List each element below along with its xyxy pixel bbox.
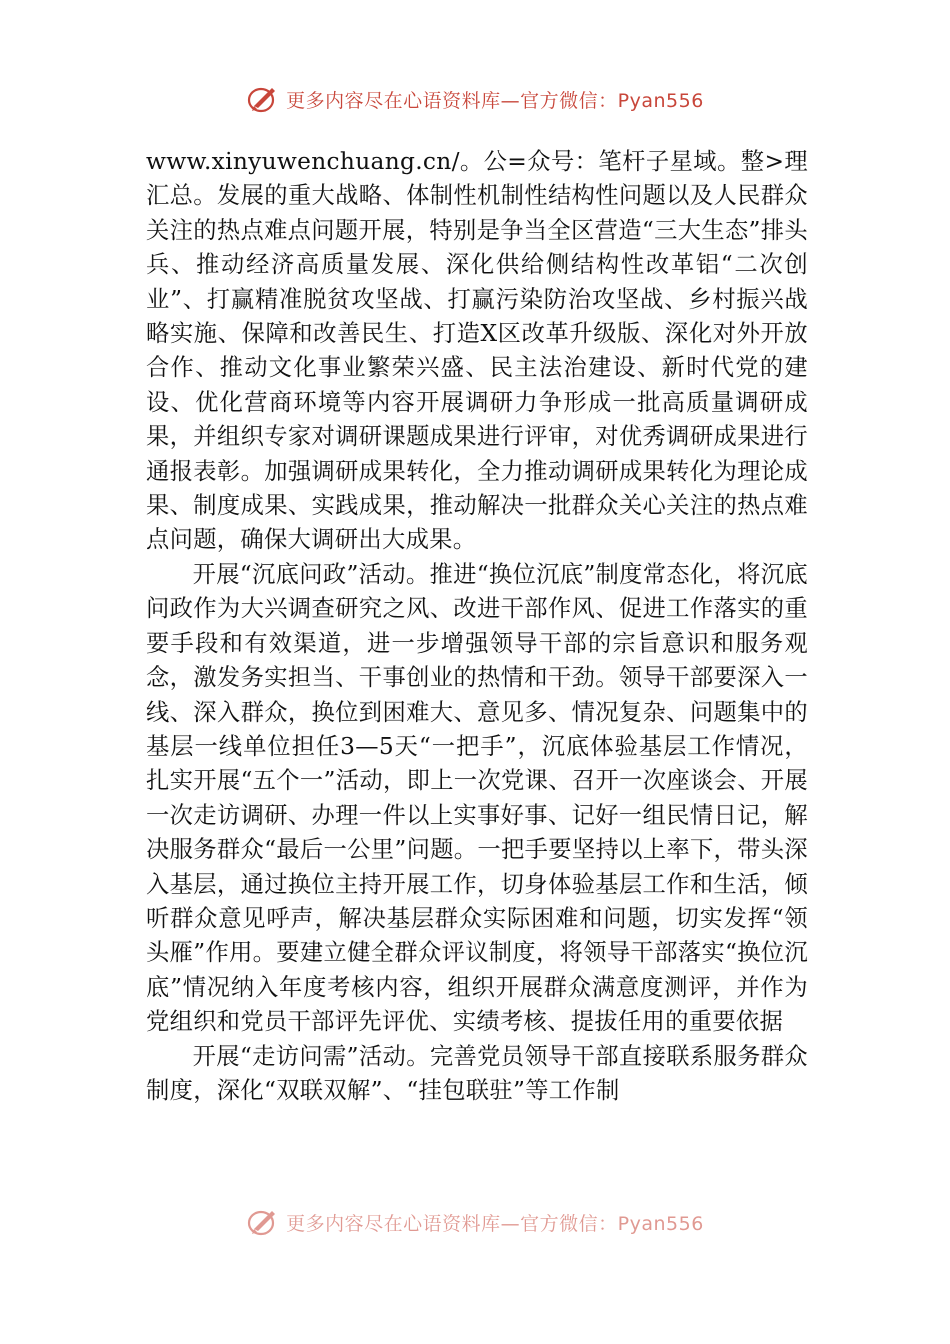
pen-logo-icon <box>246 84 280 114</box>
watermark-footer <box>0 1207 950 1237</box>
paragraph-2: 开展“沉底问政”活动。推进“换位沉底”制度常态化，将沉底问政作为大兴调查研究之风、改进干部作风、促进工作落实的重要手段和有效渠道，进一步增强领导干部的宗旨意识和服务观念，激发务实担当、干事创业的热情和干劲。领导干部要深入一线、深入群众，换位到困难大、意见多、情况复杂、问题集中的基层一线单位担任3—5天“一把手”，沉底体验基层工作情况，扎实开展“五个一”活动，即上一次党课、召开一次座谈会、开展一次走访调研、办理一件以上实事好事、记好一组民情日记，解决服务群众“最后一公里”问题。一把手要坚持以上率下，带头深入基层，通过换位主持开展工作，切身体验基层工作和生活，倾听群众意见呼声，解决基层群众实际困难和问题，切实发挥“领头雁”作用。要建立健全群众评议制度，将领导干部落实“换位沉底”情况纳入年度考核内容，组织开展群众满意度测评，并作为党组织和党员干部评先评优、实绩考核、提拔任用的重要依据 <box>146 560 808 1036</box>
watermark-text: 更多内容尽在心语资料库—官方微信：Pyan556 <box>286 89 704 112</box>
watermark-header <box>0 84 950 114</box>
paragraph-1: www.xinyuwenchuang.cn/。公=众号：笔杆子星域。整>理汇总。发展的重大战略、体制性机制性结构性问题以及人民群众关注的热点难点问题开展，特别是争当全区营造“三大生态”排头兵、推动经济高质量发展、深化供给侧结构性改革铝“二次创业”、打赢精准脱贫攻坚战、打赢污染防治攻坚战、乡村振兴战略实施、保障和改善民生、打造X区改革升级版、深化对外开放合作、推动文化事业繁荣兴盛、民主法治建设、新时代党的建设、优化营商环境等内容开展调研力争形成一批高质量调研成果，并组织专家对调研课题成果进行评审，对优秀调研成果进行通报表彰。加强调研成果转化，全力推动调研成果转化为理论成果、制度成果、实践成果，推动解决一批群众关心关注的热点难点问题，确保大调研出大成果。 <box>146 148 808 554</box>
paragraph-3: 开展“走访问需”活动。完善党员领导干部直接联系服务群众制度，深化“双联双解”、“挂包联驻”等工作制 <box>146 1042 808 1104</box>
document-body <box>146 145 808 1108</box>
pen-logo-icon <box>246 1207 280 1237</box>
watermark-text-footer: 更多内容尽在心语资料库—官方微信：Pyan556 <box>286 1212 704 1235</box>
